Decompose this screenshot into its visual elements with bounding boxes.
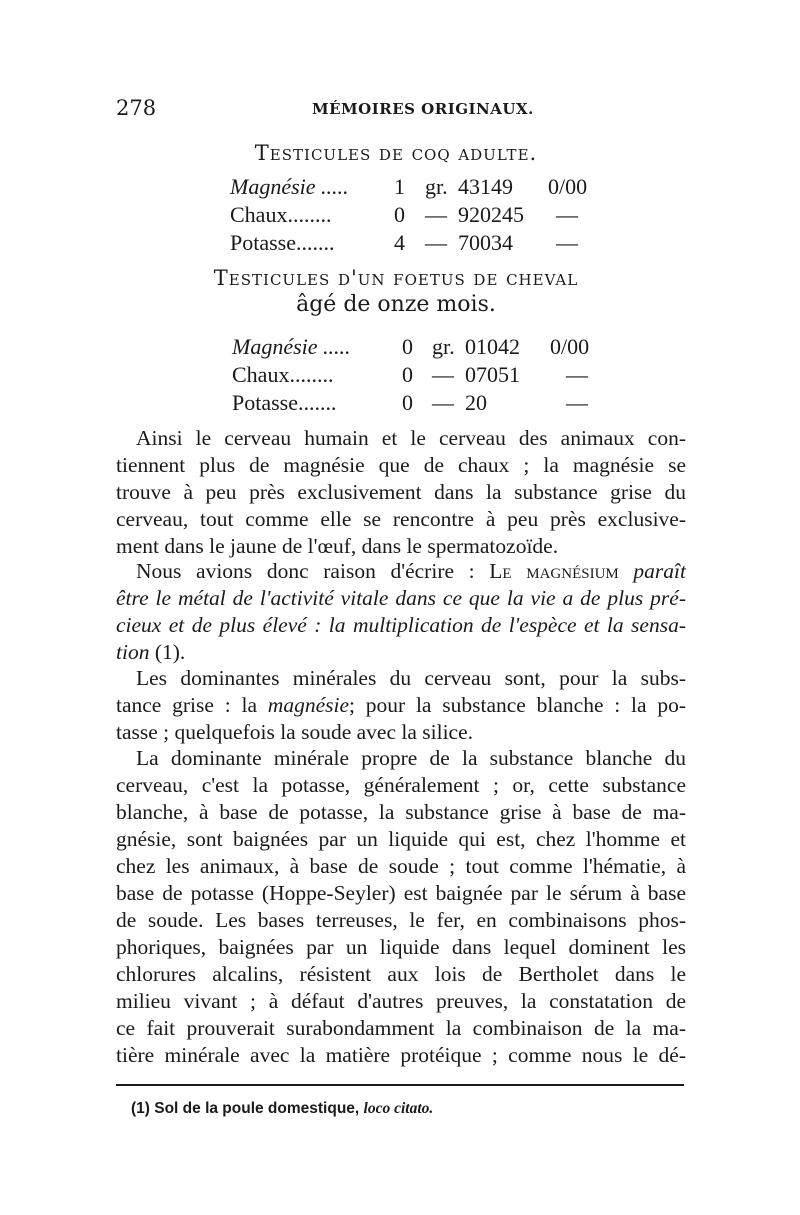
value-unit: gr. — [425, 174, 448, 199]
italic-text: tion — [116, 640, 150, 664]
value-integer: 0 — [402, 390, 413, 415]
text-line: ment dans le jaune de l'œuf, dans le spermatozoïde. — [116, 534, 559, 558]
value-integer: 0 — [402, 362, 413, 387]
line-text: Nous avions donc raison d'écrire : — [136, 559, 490, 583]
text-line: Les dominantes minérales du cerveau sont, pour la subs- — [136, 666, 686, 690]
element-name: Magnésie ..... — [232, 334, 351, 359]
line-text: (1). — [149, 640, 186, 664]
text-line: base de potasse (Hoppe-Seyler) est baignée par le sérum à base — [116, 881, 686, 905]
value-unit: — — [425, 202, 447, 227]
element-name: Potasse....... — [230, 230, 335, 255]
footnote-divider — [116, 1084, 684, 1086]
italic-text: paraît — [618, 559, 686, 583]
table1-title: Testicules de coq adulte. — [254, 141, 538, 165]
table2-subtitle: âgé de onze mois. — [296, 292, 496, 317]
text-line: tiennent plus de magnésie que de chaux ; la magnésie se — [116, 453, 686, 477]
text-line: milieu vivant ; à défaut d'autres preuves, la constatation de — [116, 989, 686, 1013]
value-unit: — — [432, 362, 454, 387]
text-line: phoriques, baignées par un liquide dans lequel dominent les — [116, 935, 686, 959]
text-line: ce fait prouverait surabondamment la combinaison de la ma- — [116, 1016, 686, 1040]
value-integer: 1 — [394, 174, 405, 199]
value-decimal: 70034 — [458, 230, 513, 255]
text-line: tasse ; quelquefois la soude avec la silice. — [116, 720, 474, 744]
value-ratio: — — [556, 202, 578, 227]
text-line: trouve à peu près exclusivement dans la substance grise du — [116, 480, 686, 504]
value-unit: — — [425, 230, 447, 255]
value-ratio: — — [556, 230, 578, 255]
value-decimal: 01042 — [465, 334, 520, 359]
text-line — [136, 559, 686, 586]
text-line: cerveau, tout comme elle se rencontre à peu près exclusive- — [116, 507, 686, 531]
value-ratio: — — [566, 362, 588, 387]
page-header — [116, 96, 686, 126]
footnote-text: (1) Sol de la poule domestique, — [131, 1100, 364, 1117]
line-text: tance grise : la — [116, 693, 268, 717]
text-line: blanche, à base de potasse, la substance grise à base de ma- — [116, 800, 686, 824]
value-decimal: 20 — [465, 390, 487, 415]
value-decimal: 920245 — [458, 202, 524, 227]
text-line: tière minérale avec la matière protéique ; comme nous le dé- — [116, 1043, 686, 1067]
line-text: ; pour la substance blanche : la po- — [349, 693, 686, 717]
footnote — [131, 1100, 433, 1118]
text-line: cieux et de plus élevé : la multiplication de l'espèce et la sensa- — [116, 613, 686, 637]
text-line: gnésie, sont baignées par un liquide qui est, chez l'homme et — [116, 827, 686, 851]
value-ratio: — — [566, 390, 588, 415]
text-line — [116, 693, 686, 720]
value-integer: 0 — [394, 202, 405, 227]
page-number: 278 — [116, 96, 157, 120]
value-integer: 4 — [394, 230, 405, 255]
table2-title: Testicules d'un foetus de cheval — [213, 266, 579, 290]
value-unit: gr. — [432, 334, 455, 359]
footnote-italic: loco citato. — [363, 1100, 434, 1117]
running-head: MÉMOIRES ORIGINAUX. — [312, 100, 534, 118]
text-line: de soude. Les bases terreuses, le fer, en combinaisons phos- — [116, 908, 686, 932]
text-line — [116, 640, 686, 667]
element-name: Potasse....... — [232, 390, 337, 415]
text-line: être le métal de l'activité vitale dans ce que la vie a de plus pré- — [116, 586, 686, 610]
text-line: chlorures alcalins, résistent aux lois de Bertholet dans le — [116, 962, 686, 986]
value-decimal: 07051 — [465, 362, 520, 387]
small-caps-text: Le magnésium — [489, 559, 619, 583]
text-line: La dominante minérale propre de la substance blanche du — [136, 746, 686, 770]
value-ratio: 0/00 — [548, 174, 588, 199]
element-name: Chaux........ — [230, 202, 332, 227]
text-line: chez les animaux, à base de soude ; tout comme l'hématie, à — [116, 854, 686, 878]
element-name: Chaux........ — [232, 362, 334, 387]
italic-text: magnésie — [267, 693, 349, 717]
element-name: Magnésie ..... — [230, 174, 349, 199]
value-ratio: 0/00 — [550, 334, 590, 359]
value-integer: 0 — [402, 334, 413, 359]
value-decimal: 43149 — [458, 174, 513, 199]
text-line: cerveau, c'est la potasse, généralement ; or, cette substance — [116, 773, 686, 797]
value-unit: — — [432, 390, 454, 415]
text-line: Ainsi le cerveau humain et le cerveau des animaux con- — [136, 426, 686, 450]
